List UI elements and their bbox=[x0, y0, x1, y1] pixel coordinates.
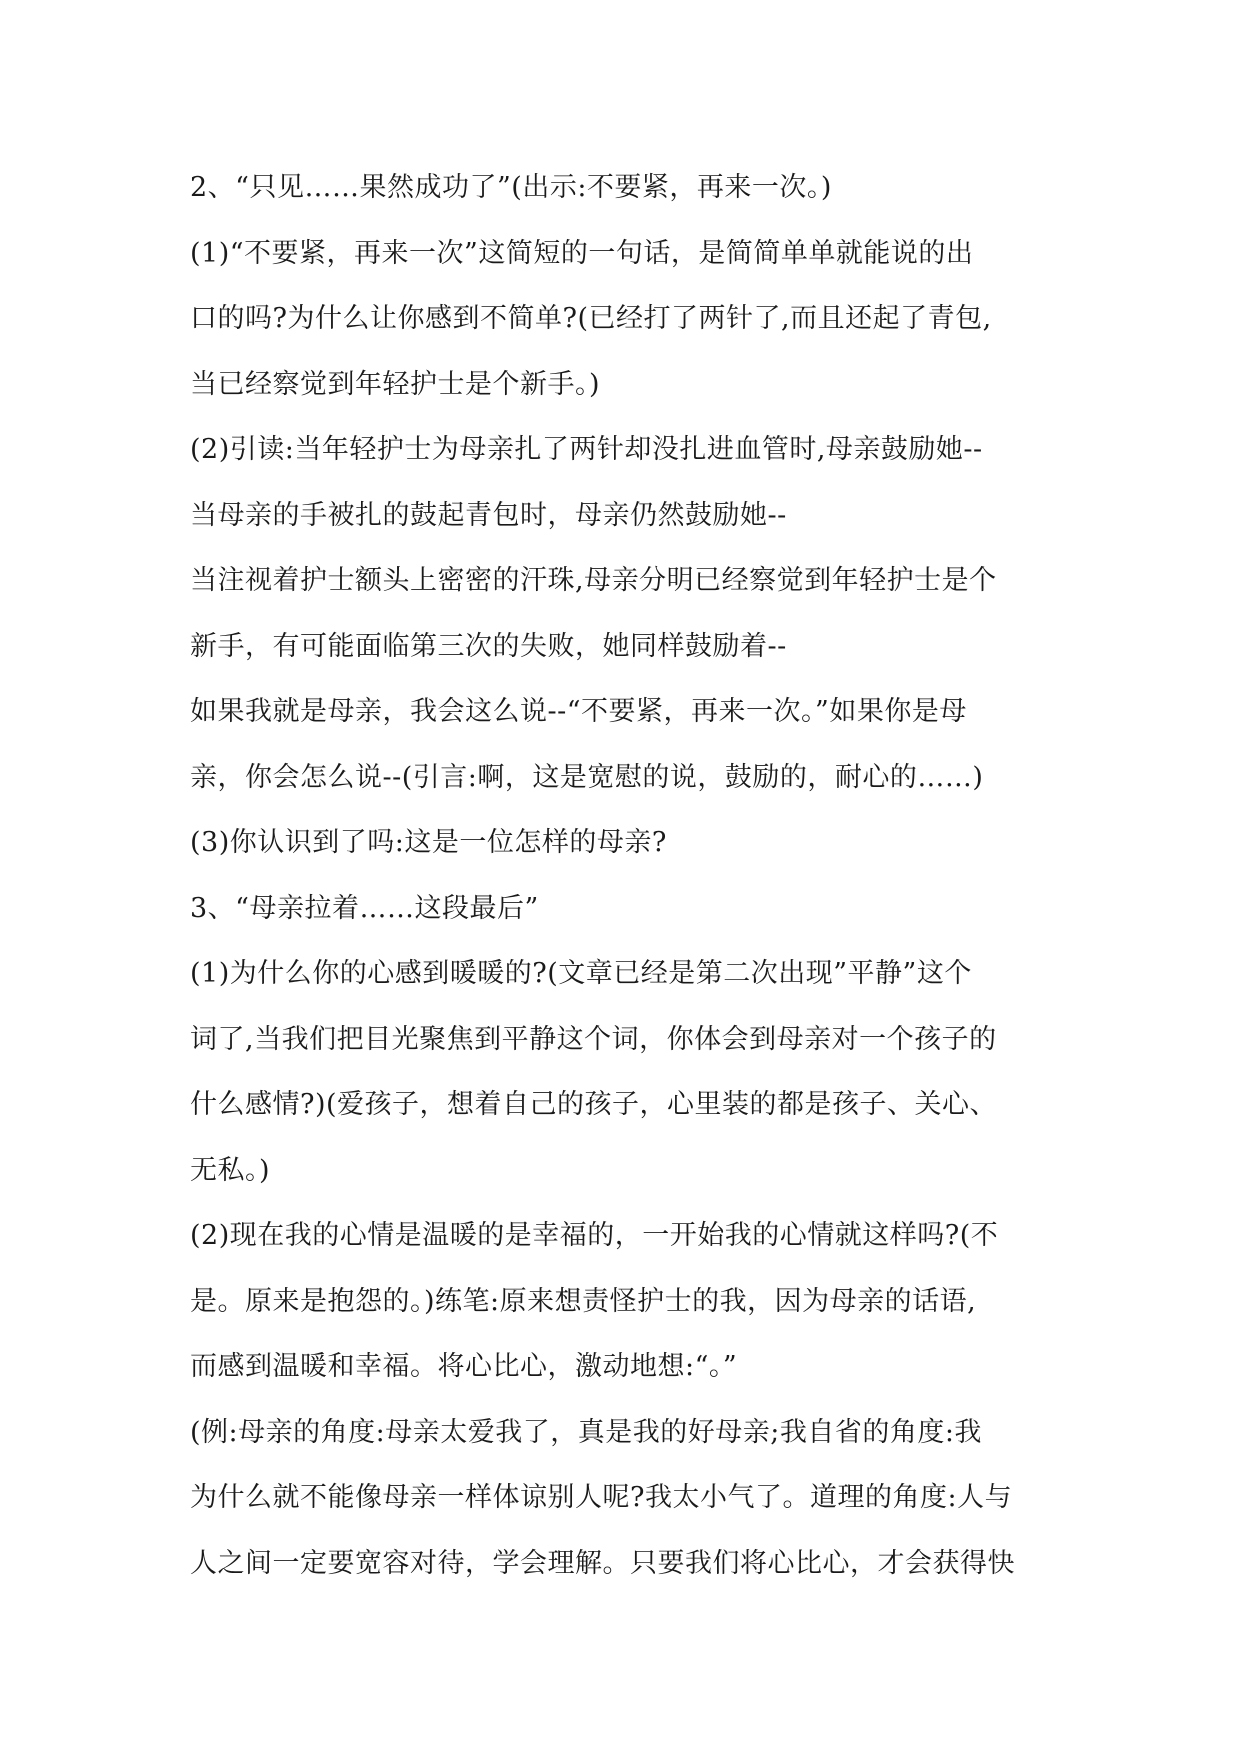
text-line: 是。原来是抱怨的。)练笔:原来想责怪护士的我，因为母亲的话语, bbox=[190, 1285, 977, 1317]
text-line: 如果我就是母亲，我会这么说--“不要紧，再来一次。”如果你是母 bbox=[190, 696, 967, 727]
text-line: 当母亲的手被扎的鼓起青包时，母亲仍然鼓励她-- bbox=[190, 499, 787, 531]
text-line: (2)现在我的心情是温暖的是幸福的，一开始我的心情就这样吗?(不 bbox=[190, 1220, 999, 1251]
text-line: 为什么就不能像母亲一样体谅别人呢?我太小气了。道理的角度:人与 bbox=[190, 1482, 1013, 1513]
text-line: 口的吗?为什么让你感到不简单?(已经打了两针了,而且还起了青包, bbox=[190, 303, 992, 334]
text-line: 当注视着护士额头上密密的汗珠,母亲分明已经察觉到年轻护士是个 bbox=[190, 565, 997, 596]
text-line: 人之间一定要宽容对待，学会理解。只要我们将心比心，才会获得快 bbox=[190, 1547, 1015, 1579]
text-line: 无私。) bbox=[190, 1154, 271, 1186]
text-line: (2)引读:当年轻护士为母亲扎了两针却没扎进血管时,母亲鼓励她-- bbox=[190, 434, 983, 465]
text-line: 新手，有可能面临第三次的失败，她同样鼓励着-- bbox=[190, 630, 787, 662]
text-line: 3、“母亲拉着……这段最后” bbox=[190, 892, 539, 924]
text-line: (1)“不要紧，再来一次”这简短的一句话，是简简单单就能说的出 bbox=[190, 237, 974, 269]
text-line: 2、“只见……果然成功了”(出示:不要紧，再来一次。) bbox=[190, 172, 832, 203]
text-line: (例:母亲的角度:母亲太爱我了，真是我的好母亲;我自省的角度:我 bbox=[190, 1416, 982, 1448]
text-line: 而感到温暖和幸福。将心比心，激动地想:“。” bbox=[190, 1351, 738, 1382]
text-line: (3)你认识到了吗:这是一位怎样的母亲? bbox=[190, 827, 667, 858]
text-line: (1)为什么你的心感到暖暖的?(文章已经是第二次出现”平静”这个 bbox=[190, 958, 972, 989]
text-line: 什么感情?)(爱孩子，想着自己的孩子，心里装的都是孩子、关心、 bbox=[190, 1089, 998, 1120]
text-line: 当已经察觉到年轻护士是个新手。) bbox=[190, 368, 601, 400]
text-line: 亲，你会怎么说--(引言:啊，这是宽慰的说，鼓励的，耐心的……) bbox=[190, 761, 984, 793]
document-body bbox=[190, 155, 1070, 1596]
text-line: 词了,当我们把目光聚焦到平静这个词，你体会到母亲对一个孩子的 bbox=[190, 1023, 997, 1055]
